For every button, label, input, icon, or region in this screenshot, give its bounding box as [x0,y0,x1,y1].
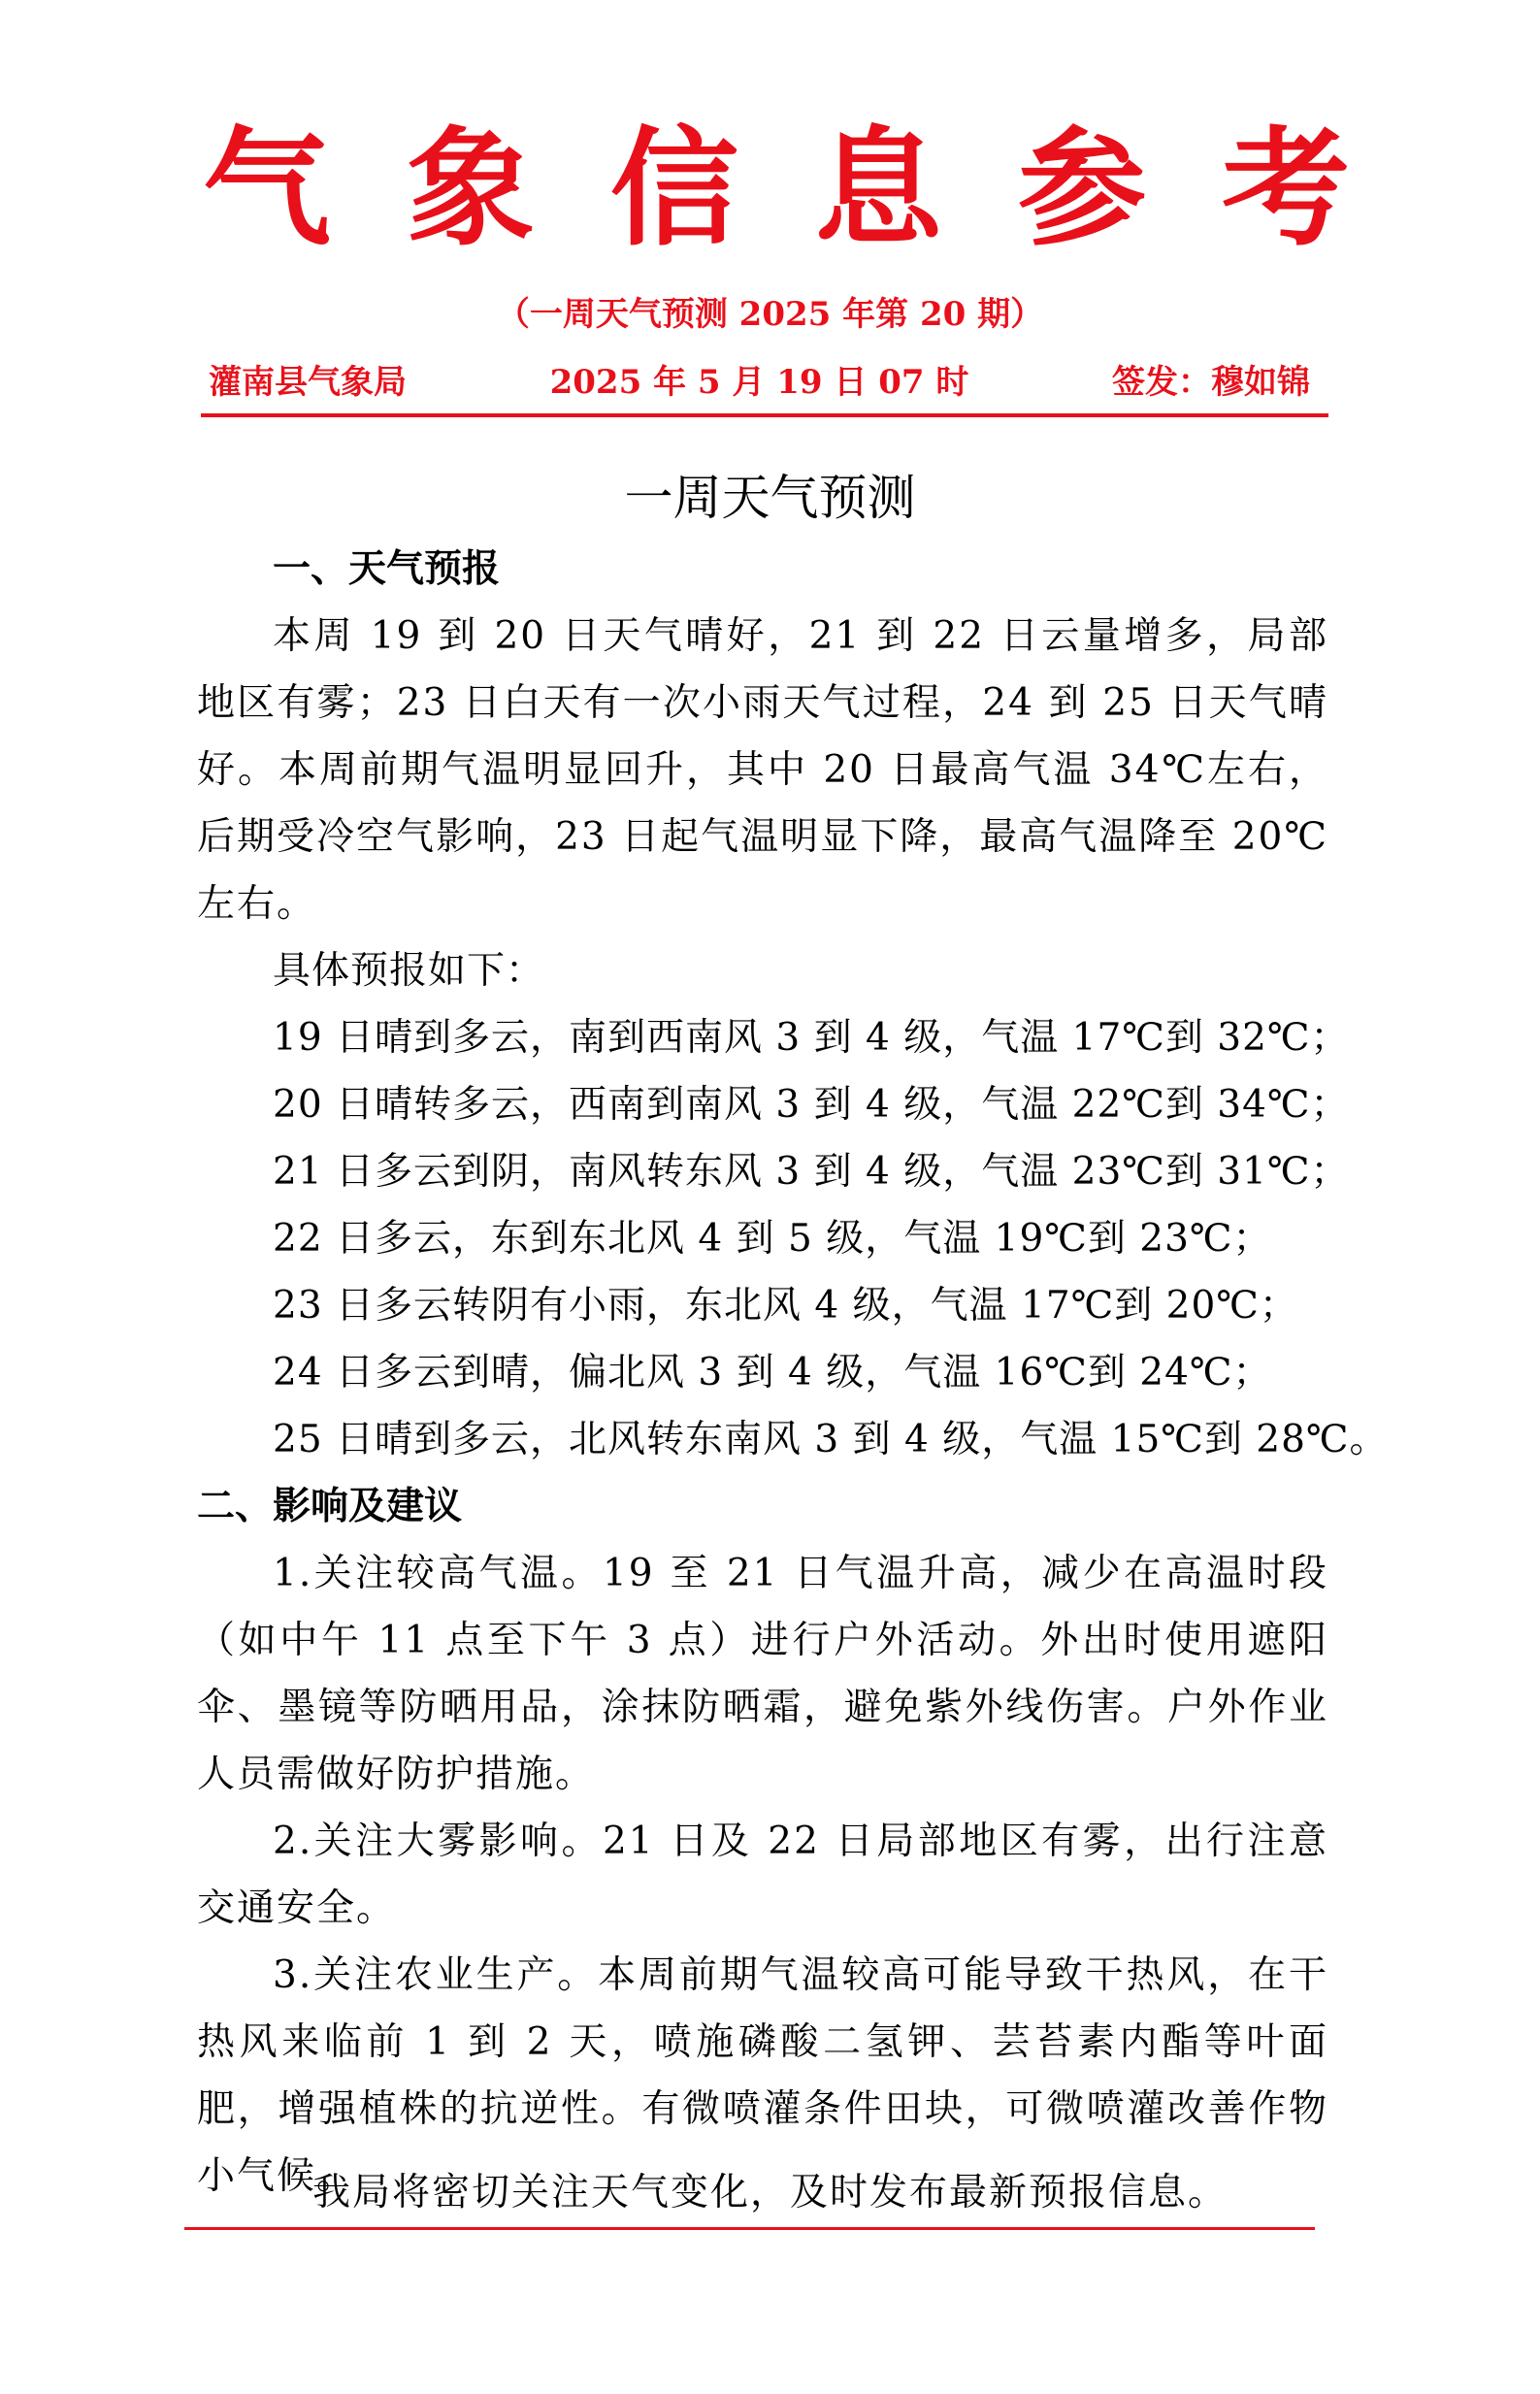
masthead-char: 参 [1018,115,1146,264]
advice-item: 3.关注农业生产。本周前期气温较高可能导致干热风，在干热风来临前 1 到 2 天，喷施磷酸二氢钾、芸苔素内酯等叶面肥，增强植株的抗逆性。有微喷灌条件田块，可微喷灌改善作物小气候。 [197,1953,1328,2198]
section-heading-forecast: 一、天气预报 [273,547,501,591]
masthead-char: 考 [1222,115,1350,264]
issue-number: （一周天气预测 2025 年第 20 期） [496,295,1044,334]
masthead-char: 象 [407,115,535,264]
page-title: 一周天气预测 [624,470,916,526]
daily-forecast: 20 日晴转多云，西南到南风 3 到 4 级，气温 22℃到 34℃； [273,1083,1350,1127]
daily-forecast: 24 日多云到晴，偏北风 3 到 4 级，气温 16℃到 24℃； [273,1351,1272,1394]
agency-name: 灌南县气象局 [209,363,407,402]
masthead-char: 气 [203,115,331,264]
masthead-char: 息 [814,115,942,264]
daily-forecast: 19 日晴到多云，南到西南风 3 到 4 级，气温 17℃到 32℃； [273,1016,1350,1060]
masthead-char: 信 [610,115,738,264]
advice-item: 1.关注较高气温。19 至 21 日气温升高，减少在高温时段（如中午 11 点至下午 3 点）进行户外活动。外出时使用遮阳伞、墨镜等防晒用品，涂抹防晒霜，避免紫外线伤害。户外作业人员需做好防护措施。 [197,1552,1328,1796]
daily-forecast: 21 日多云到阴，南风转东风 3 到 4 级，气温 23℃到 31℃； [273,1150,1350,1194]
masthead-title [194,116,1359,262]
details-intro: 具体预报如下： [273,949,545,993]
document-body [197,536,1389,2210]
signer: 签发：穆如锦 [1112,363,1310,402]
daily-forecast: 22 日多云，东到东北风 4 到 5 级，气温 19℃到 23℃； [273,1217,1272,1261]
daily-forecast: 23 日多云转阴有小雨，东北风 4 级，气温 17℃到 20℃； [273,1284,1298,1328]
forecast-summary: 本周 19 到 20 日天气晴好，21 到 22 日云量增多，局部地区有雾；23 日白天有一次小雨天气过程，24 到 25 日天气晴好。本周前期气温明显回升，其中 20 日最高气温 34℃左右，后期受冷空气影响，23 日起气温明显下降，最高气温降至 20℃左右。 [197,614,1328,926]
advice-item: 2.关注大雾影响。21 日及 22 日局部地区有雾，出行注意交通安全。 [197,1820,1328,1930]
header-divider [201,413,1328,417]
footer-note: 我局将密切关注天气变化，及时发布最新预报信息。 [311,2171,1228,2214]
footer-divider [184,2227,1315,2230]
issue-datetime: 2025 年 5 月 19 日 07 时 [549,363,969,402]
section-heading-advice: 二、影响及建议 [197,1485,463,1528]
meta-row [209,359,1310,406]
daily-forecast: 25 日晴到多云，北风转东南风 3 到 4 级，气温 15℃到 28℃。 [273,1418,1389,1461]
